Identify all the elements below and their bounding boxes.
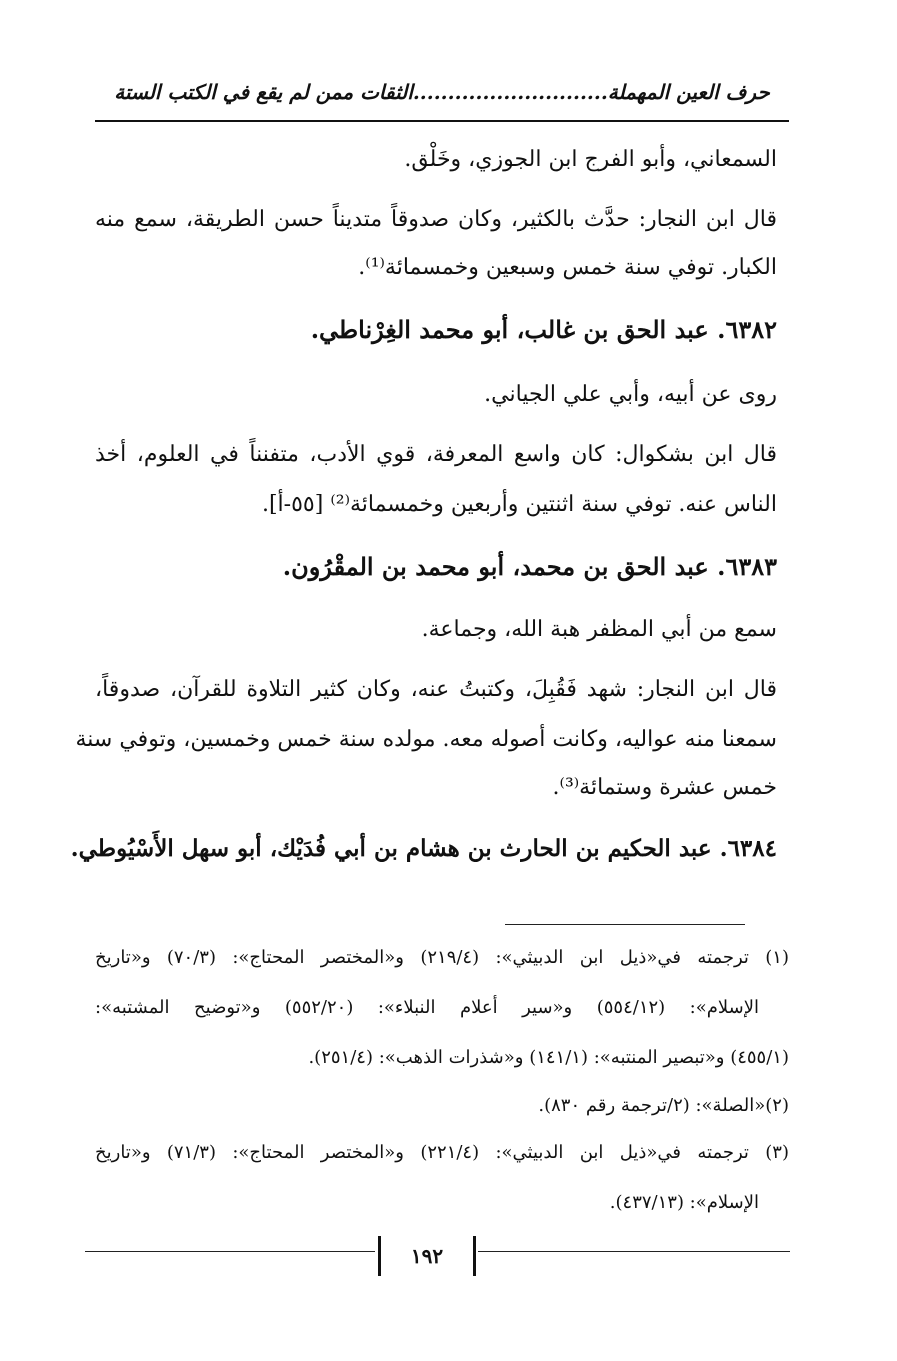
entry-heading-6382: ٦٣٨٢. عبد الحق بن غالب، أبو محمد الغِرْناطي. (310, 315, 777, 344)
footnote-3-line-1: (٣) ترجمته في«ذيل ابن الدبيثي»: (٢٢١/٤) و«المختصر المحتاج»: (٧١/٣) و«تاريخ (95, 1142, 789, 1163)
body-line-5: روى عن أبيه، وأبي علي الجياني. (484, 382, 777, 407)
footnote-1-line-1: (١) ترجمته في«ذيل ابن الدبيثي»: (٢١٩/٤) و«المختصر المحتاج»: (٧٠/٣) و«تاريخ (95, 947, 789, 968)
body-line-2: قال ابن النجار: حدَّث بالكثير، وكان صدوقاً متديناً حسن الطريقة، سمع منه (95, 207, 777, 232)
body-line-12: خمس عشرة وستمائة⁽³⁾. (552, 775, 777, 800)
footnote-separator (505, 924, 745, 925)
body-line-6: قال ابن بشكوال: كان واسع المعرفة، قوي الأدب، متفنناً في العلوم، أخذ (95, 442, 777, 467)
body-line-7: الناس عنه. توفي سنة اثنتين وأربعين وخمسمائة⁽²⁾ [٥٥-أ]. (261, 492, 777, 517)
page-number: ١٩٢ (378, 1236, 476, 1276)
header-chapter: حرف العين المهملة (607, 80, 770, 104)
footnote-1-line-2: الإسلام»: (٥٥٤/١٢) و«سير أعلام النبلاء»: (٥٥٢/٢٠) و«توضيح المشتبه»: (95, 997, 759, 1018)
body-line-3: الكبار. توفي سنة خمس وسبعين وخمسمائة⁽¹⁾. (358, 255, 777, 280)
body-line-10: قال ابن النجار: شهد فَقُبِلَ، وكتبتُ عنه، وكان كثير التلاوة للقرآن، صدوقاً، (95, 677, 777, 702)
footer-rule-right (478, 1251, 790, 1252)
running-header (95, 80, 789, 120)
entry-heading-6384: ٦٣٨٤. عبد الحكيم بن الحارث بن هشام بن أبي فُدَيْك، أبو سهل الأَسْيُوطي. (70, 835, 777, 862)
body-line-9: سمع من أبي المظفر هبة الله، وجماعة. (421, 617, 777, 642)
body-line-1: السمعاني، وأبو الفرج ابن الجوزي، وخَلْق. (404, 147, 777, 172)
header-rule (95, 120, 789, 122)
header-book: الثقات ممن لم يقع في الكتب الستة (114, 80, 413, 104)
footnote-1-line-3: (٤٥٥/١) و«تبصير المنتبه»: (١٤١/١) و«شذرات الذهب»: (٢٥١/٤). (308, 1047, 789, 1068)
footnote-3-line-2: الإسلام»: (٤٣٧/١٣). (609, 1192, 759, 1213)
body-line-11: سمعنا منه عواليه، وكانت أصوله معه. مولده سنة خمس وخمسين، وتوفي سنة (75, 727, 777, 752)
footnote-2: (٢)«الصلة»: (٢/ترجمة رقم ٨٣٠). (538, 1095, 789, 1116)
footer-rule-left (85, 1251, 375, 1252)
header-dots: ............................ (412, 80, 608, 104)
entry-heading-6383: ٦٣٨٣. عبد الحق بن محمد، أبو محمد بن المقْرُون. (282, 552, 777, 581)
